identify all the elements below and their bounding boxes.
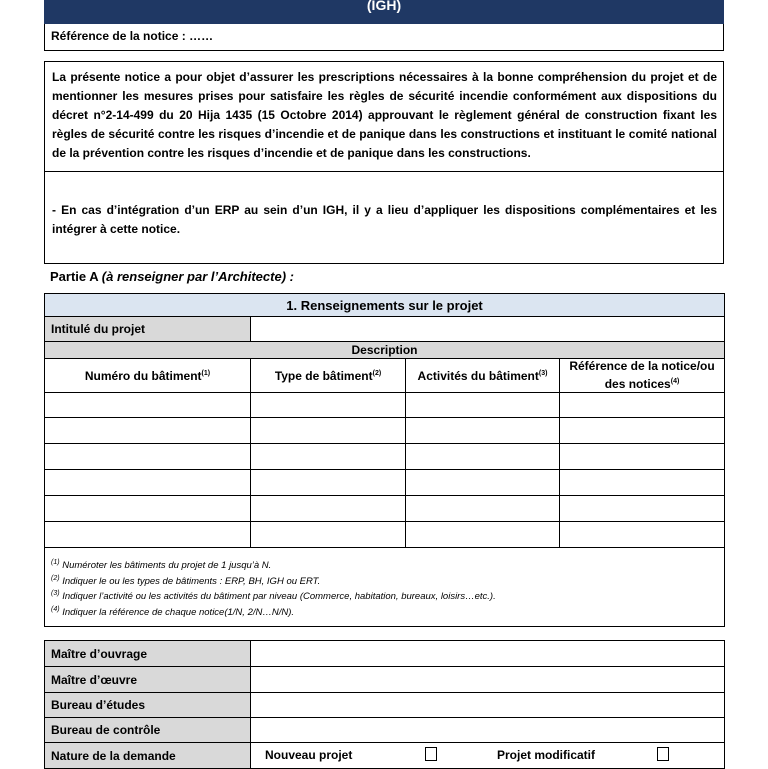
column-header-reference: Référence de la notice/ou des notices$^{(4)}$ xyxy=(560,359,725,393)
maitre-oeuvre-label: Maître d’œuvre xyxy=(45,667,251,693)
table-row xyxy=(45,444,725,470)
table-row xyxy=(45,393,725,418)
table-cell[interactable] xyxy=(406,444,560,470)
table-cell[interactable] xyxy=(560,444,725,470)
section-1-title: 1. Renseignements sur le projet xyxy=(45,294,725,317)
table-cell[interactable] xyxy=(560,470,725,496)
table-cell[interactable] xyxy=(45,393,251,418)
table-cell[interactable] xyxy=(560,418,725,444)
table-cell[interactable] xyxy=(251,444,406,470)
table-row xyxy=(45,470,725,496)
header-title: (IGH) xyxy=(366,0,402,13)
table-cell[interactable] xyxy=(45,522,251,548)
intro-box xyxy=(44,61,724,264)
partie-a-label: Partie A xyxy=(50,269,99,284)
table-cell[interactable] xyxy=(560,522,725,548)
maitre-ouvrage-label: Maître d’ouvrage xyxy=(45,641,251,667)
intro-divider xyxy=(45,171,723,172)
table-cell[interactable] xyxy=(560,393,725,418)
table-row xyxy=(45,496,725,522)
projet-modificatif-label: Projet modificatif xyxy=(497,748,596,762)
nouveau-projet-checkbox[interactable] xyxy=(425,747,437,761)
column-header-numero: Numéro du bâtiment$^{(1)}$ xyxy=(45,359,251,393)
bureau-controle-input[interactable] xyxy=(251,718,725,743)
table-cell[interactable] xyxy=(251,522,406,548)
table-row xyxy=(45,418,725,444)
maitre-ouvrage-input[interactable] xyxy=(251,641,725,667)
partie-a-heading xyxy=(50,269,294,284)
table-cell[interactable] xyxy=(45,470,251,496)
footnote: $^{(1)}$ Numéroter les bâtiments du projet de 1 jusqu’à N. xyxy=(51,559,272,572)
description-label: Description xyxy=(45,342,725,359)
bureau-controle-label: Bureau de contrôle xyxy=(45,718,251,743)
intitule-label: Intitulé du projet xyxy=(45,317,251,342)
nouveau-projet-label: Nouveau projet xyxy=(265,748,353,762)
table-cell[interactable] xyxy=(45,496,251,522)
table-cell[interactable] xyxy=(45,418,251,444)
reference-line xyxy=(51,29,213,43)
table-cell[interactable] xyxy=(406,418,560,444)
footnote: $^{(2)}$ Indiquer le ou les types de bâtiments : ERP, BH, IGH ou ERT. xyxy=(51,574,321,587)
table-cell[interactable] xyxy=(406,522,560,548)
footnote: $^{(4)}$ Indiquer la référence de chaque notice(1/N, 2/N…N/N). xyxy=(51,605,295,619)
table-cell[interactable] xyxy=(406,496,560,522)
intitule-input[interactable] xyxy=(251,317,725,342)
project-info-table xyxy=(44,293,725,627)
table-cell[interactable] xyxy=(251,496,406,522)
table-cell[interactable] xyxy=(406,393,560,418)
bureau-etudes-label: Bureau d’études xyxy=(45,693,251,718)
table-row xyxy=(45,522,725,548)
table-cell[interactable] xyxy=(251,418,406,444)
document-header xyxy=(44,0,724,24)
table-cell[interactable] xyxy=(251,393,406,418)
erp-note: - En cas d’intégration d’un ERP au sein d’un IGH, il y a lieu d’appliquer les dispositions complémentaires et les intégrer à cette notice. xyxy=(52,203,717,236)
column-header-activites: Activités du bâtiment$^{(3)}$ xyxy=(406,359,560,393)
projet-modificatif-checkbox[interactable] xyxy=(657,747,669,761)
table-cell[interactable] xyxy=(251,470,406,496)
footnote: $^{(3)}$ Indiquer l’activité ou les activités du bâtiment par niveau (Commerce, habitation, bureaux, loisirs…etc.). xyxy=(51,590,496,603)
bureau-etudes-input[interactable] xyxy=(251,693,725,718)
table-cell[interactable] xyxy=(406,470,560,496)
nature-demande-label: Nature de la demande xyxy=(45,743,251,769)
table-cell[interactable] xyxy=(45,444,251,470)
reference-box xyxy=(44,24,724,51)
intro-paragraph: La présente notice a pour objet d’assurer les prescriptions nécessaires à la bonne compréhension du projet et de mentionner les mesures prises pour satisfaire les règles de sécurité incendie conformément aux dispositions du décret n°2-14-499 du 20 Hija 1435 (15 Octobre 2014) approuvant le règlement général de construction fixant les règles de sécurité contre les risques d’incendie et de panique dans les constructions et instituant le comité national de la prévention contre les risques d’incendie et de panique dans les constructions. xyxy=(52,70,717,160)
partie-a-note: (à renseigner par l’Architecte) : xyxy=(101,269,294,284)
footnotes xyxy=(45,548,725,627)
maitre-oeuvre-input[interactable] xyxy=(251,667,725,693)
reference-label: Référence de la notice : xyxy=(51,29,186,43)
nature-demande-options xyxy=(251,743,725,769)
actors-table xyxy=(44,640,725,769)
table-cell[interactable] xyxy=(560,496,725,522)
reference-value[interactable]: …… xyxy=(189,29,214,43)
column-header-type: Type de bâtiment$^{(2)}$ xyxy=(251,359,406,393)
